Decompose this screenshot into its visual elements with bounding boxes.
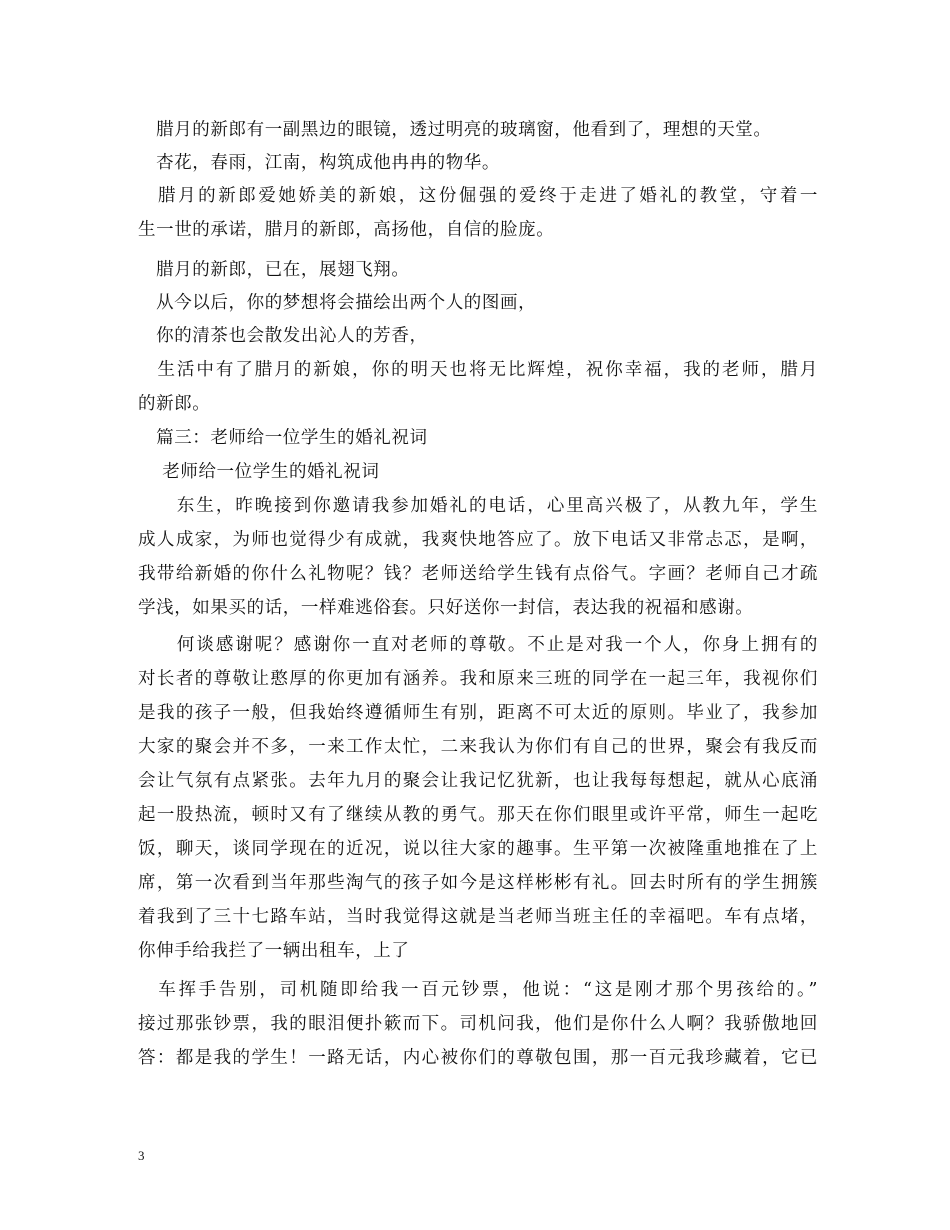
- text-line: 腊月的新郎爱她娇美的新娘，这份倔强的爱终于走进了婚礼的教堂，守着一: [138, 186, 818, 206]
- text-line: 是我的孩子一般，但我始终遵循师生有别，距离不可太近的原则。毕业了，我参加: [138, 703, 818, 723]
- text-line: 的新郎。: [138, 394, 211, 414]
- text-line: 成人成家，为师也觉得少有成就，我爽快地答应了。放下电话又非常忐忑，是啊，: [138, 530, 818, 550]
- text-line: 答：都是我的学生！一路无话，内心被你们的尊敬包围，那一百元我珍藏着，它已: [138, 1048, 818, 1068]
- page-number: 3: [138, 1148, 145, 1163]
- text-line: 腊月的新郎，已在，展翅飞翔。: [138, 260, 410, 280]
- text-line: 接过那张钞票，我的眼泪便扑簌而下。司机问我，他们是你什么人啊？我骄傲地回: [138, 1014, 818, 1034]
- text-line: 大家的聚会并不多，一来工作太忙，二来我认为你们有自己的世界，聚会有我反而: [138, 737, 818, 757]
- text-line: 着我到了三十七路车站，当时我觉得这就是当老师当班主任的幸福吧。车有点堵，: [138, 907, 818, 927]
- text-line: 席，第一次看到当年那些淘气的孩子如今是这样彬彬有礼。回去时所有的学生拥簇: [138, 873, 818, 893]
- text-line: 我带给新婚的你什么礼物呢？钱？老师送给学生钱有点俗气。字画？老师自己才疏: [138, 564, 818, 584]
- section-heading: 篇三：老师给一位学生的婚礼祝词: [138, 428, 428, 448]
- section-subheading: 老师给一位学生的婚礼祝词: [138, 462, 380, 482]
- text-line: 对长者的尊敬让憨厚的你更加有涵养。我和原来三班的同学在一起三年，我视你们: [138, 669, 818, 689]
- text-line: 学浅，如果买的话，一样难逃俗套。只好送你一封信，表达我的祝福和感谢。: [138, 598, 754, 618]
- text-line: 饭，聊天，谈同学现在的近况，说以往大家的趣事。生平第一次被隆重地推在了上: [138, 839, 818, 859]
- text-line: 会让气氛有点紧张。去年九月的聚会让我记忆犹新，也让我每每想起，就从心底涌: [138, 771, 818, 791]
- text-line: 腊月的新郎有一副黑边的眼镜，透过明亮的玻璃窗，他看到了，理想的天堂。: [138, 120, 772, 140]
- text-line: 你的清茶也会散发出沁人的芳香，: [138, 326, 428, 346]
- text-line: 何谈感谢呢？感谢你一直对老师的尊敬。不止是对我一个人，你身上拥有的: [138, 635, 818, 655]
- text-line: 起一股热流，顿时又有了继续从教的勇气。那天在你们眼里或许平常，师生一起吃: [138, 805, 818, 825]
- text-line: 从今以后，你的梦想将会描绘出两个人的图画，: [138, 293, 537, 313]
- text-line: 车挥手告别，司机随即给我一百元钞票，他说：“这是刚才那个男孩给的。”: [138, 980, 818, 1000]
- text-line: 杏花，春雨，江南，构筑成他冉冉的物华。: [138, 153, 500, 173]
- text-line: 生一世的承诺，腊月的新郎，高扬他，自信的脸庞。: [138, 220, 555, 240]
- text-line: 生活中有了腊月的新娘，你的明天也将无比辉煌，祝你幸福，我的老师，腊月: [138, 360, 818, 380]
- text-line: 东生，昨晚接到你邀请我参加婚礼的电话，心里高兴极了，从教九年，学生: [138, 496, 818, 516]
- text-line: 你伸手给我拦了一辆出租车，上了: [138, 941, 410, 961]
